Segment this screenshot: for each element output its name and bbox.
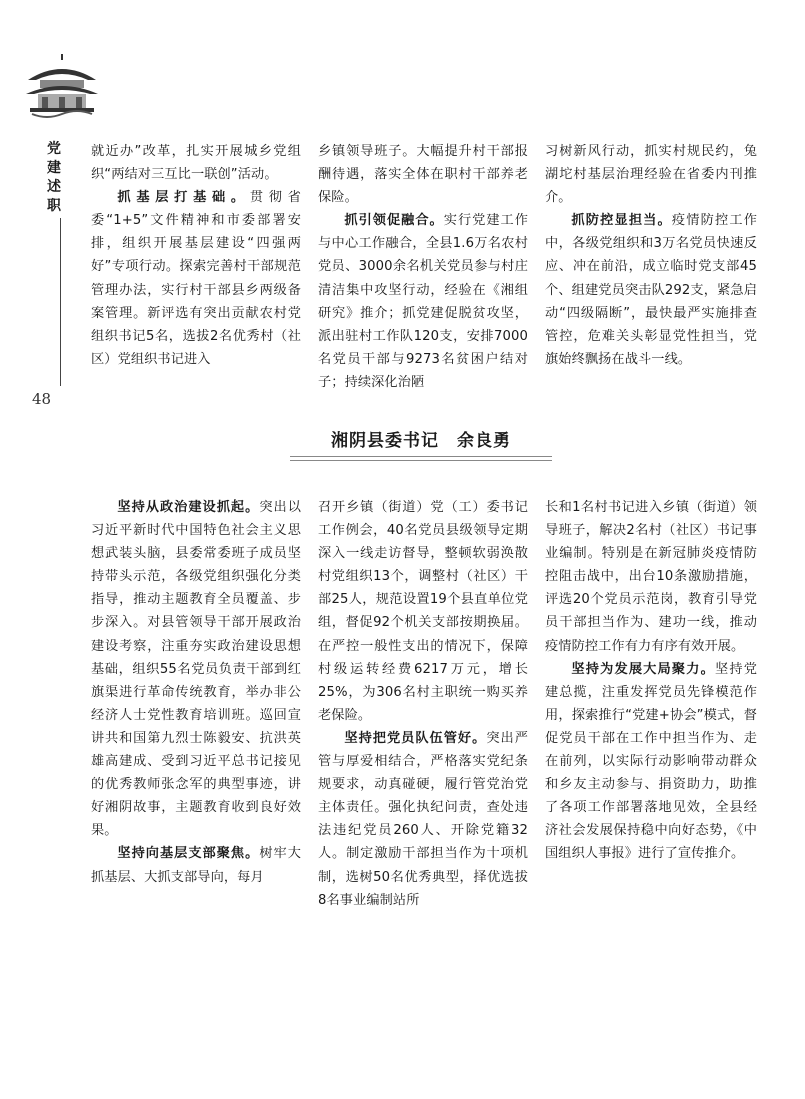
article1-column-3 — [545, 140, 757, 371]
paragraph: 抓防控显担当。疫情防控工作中，各级党组织和3万名党员快速反应、冲在前沿，成立临时党支部45个、组建党员突击队292支，紧急启动“四级隔断”，最快最严实施排查管控，危难关头彰显党性担当，党旗始终飘扬在战斗一线。 — [545, 213, 757, 367]
paragraph: 召开乡镇（街道）党（工）委书记工作例会，40名党员县级领导定期深入一线走访督导，整顿软弱涣散村党组织13个，调整村（社区）干部25人，规范设置19个县直单位党组，督促92个机关支部按期换届。在严控一般性支出的情况下，保障村级运转经费6217万元，增长25%，为306名村主职统一购买养老保险。 — [318, 500, 528, 723]
paragraph: 坚持为发展大局聚力。坚持党建总揽，注重发挥党员先锋模范作用，探索推行“党建+协会”模式，督促党员干部在工作中担当作为、走在前列，以实际行动影响带动群众和乡友主动参与、捐资助力，助推了各项工作部署落地见效，全县经济社会发展保持稳中向好态势，《中国组织人事报》进行了宣传推介。 — [545, 661, 757, 862]
paragraph: 抓基层打基础。贯彻省委“1+5”文件精神和市委部署安排，组织开展基层建设“四强两好”专项行动。探索完善村干部规范管理办法，实行村干部县乡两级备案管理。新评选有突出贡献农村党组织书记5名，选拔2名优秀村（社区）党组织书记进入 — [91, 190, 301, 367]
paragraph: 坚持向基层支部聚焦。树牢大抓基层、大抓支部导向，每月 — [91, 846, 302, 885]
paragraph: 抓引领促融合。实行党建工作与中心工作融合，全县1.6万名农村党员、3000余名机关党员参与村庄清洁集中攻坚行动，经验在《湘组研究》推介；抓党建促脱贫攻坚，派出驻村工作队120支，安排7000名党员干部与9273名贫困户结对子；持续深化治陋 — [318, 213, 528, 390]
section-label: 党建述职 — [47, 141, 61, 214]
paragraph: 乡镇领导班子。大幅提升村干部报酬待遇，落实全体在职村干部养老保险。 — [318, 144, 528, 206]
sidebar-divider — [60, 218, 61, 386]
pavilion-logo-icon — [22, 50, 102, 130]
page-number: 48 — [32, 390, 52, 408]
article1-column-2 — [318, 140, 528, 394]
article2-column-3 — [545, 496, 757, 866]
article-title: 湘阴县委书记 余良勇 — [331, 431, 511, 451]
article2-column-1 — [91, 496, 301, 889]
paragraph: 坚持把党员队伍管好。突出严管与厚爱相结合，严格落实党纪条规要求，动真碰硬，履行管党治党主体责任。强化执纪问责，查处违法违纪党员260人、开除党籍32人。制定激励干部担当作为十项机制，选树50名优秀典型，择优选拔8名事业编制站所 — [318, 730, 529, 908]
article1-column-1 — [91, 140, 301, 371]
article2-column-2 — [318, 496, 528, 912]
title-underline — [290, 456, 552, 461]
paragraph: 坚持从政治建设抓起。突出以习近平新时代中国特色社会主义思想武装头脑，县委常委班子成员坚持带头示范，各级党组织强化分类指导，推动主题教育全员覆盖、步步深入。对县管领导干部开展政治建设考察，注重夯实政治建设思想基础，组织55名党员负责干部到红旗渠进行革命传统教育，举办非公经济人士党性教育培训班。巡回宣讲共和国第九烈士陈毅安、抗洪英雄高建成、受到习近平总书记接见的优秀教师张念军的典型事迹，讲好湘阴故事，主题教育收到良好效果。 — [91, 500, 302, 839]
paragraph: 就近办”改革，扎实开展城乡党组织“两结对三互比一联创”活动。 — [91, 144, 301, 183]
paragraph: 长和1名村书记进入乡镇（街道）领导班子，解决2名村（社区）书记事业编制。特别是在新冠肺炎疫情防控阻击战中，出台10条激励措施，评选20个党员示范岗，教育引导党员干部担当作为、建功一线，推动疫情防控工作有力有序有效开展。 — [545, 500, 757, 654]
paragraph: 习树新风行动，抓实村规民约，兔湖坨村基层治理经验在省委内刊推介。 — [545, 144, 757, 206]
